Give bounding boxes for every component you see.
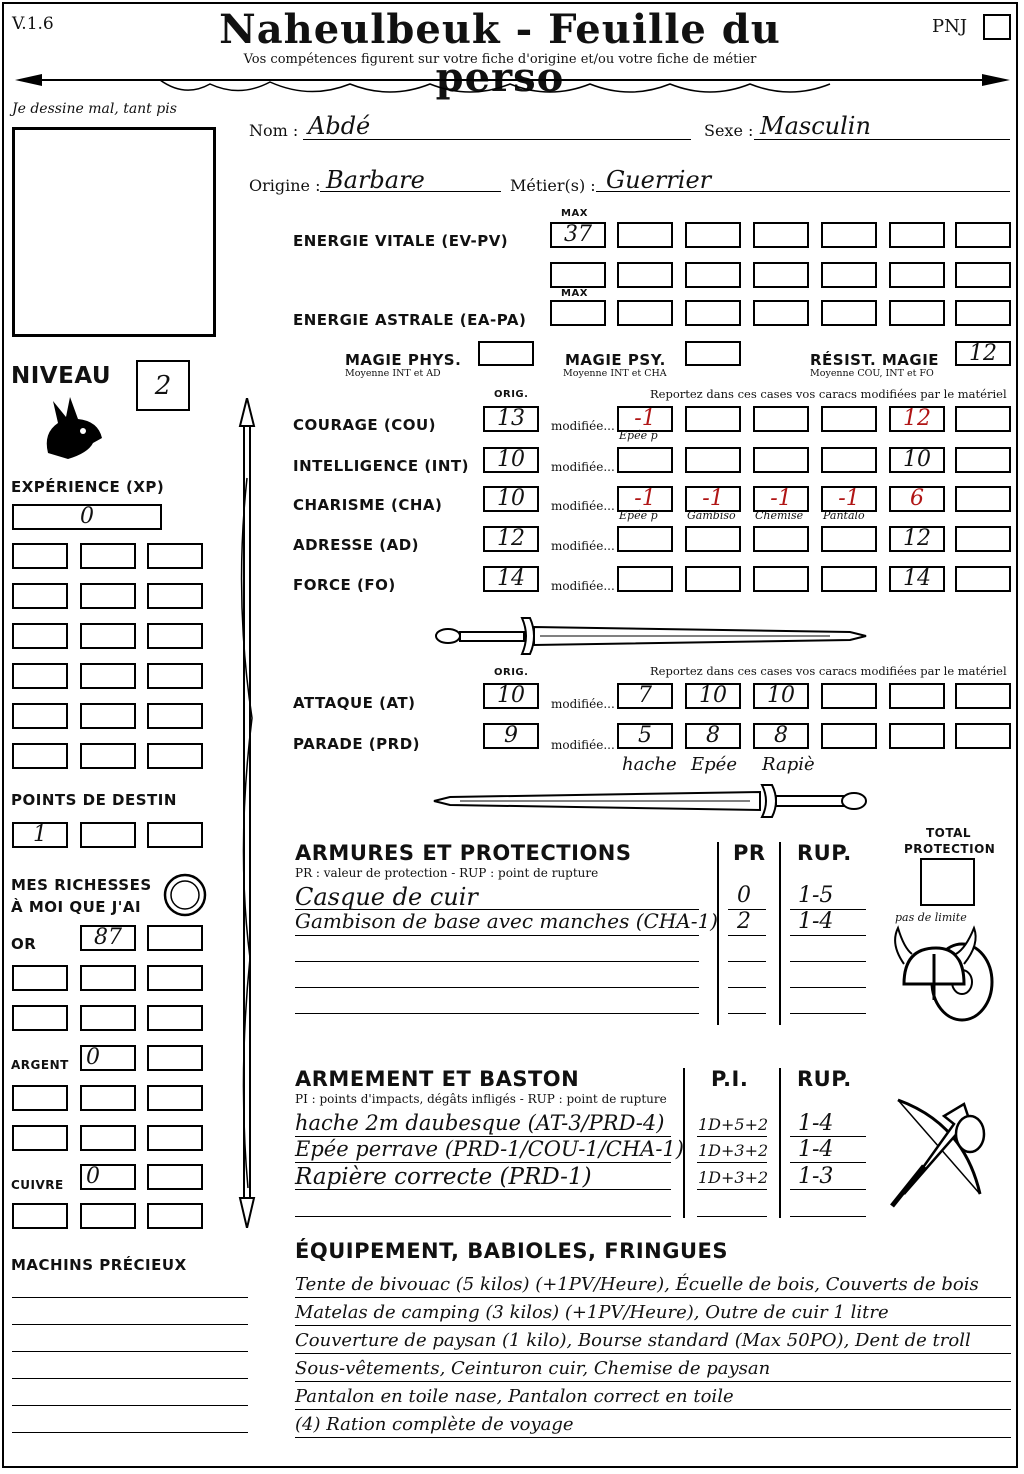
equipment-line bbox=[295, 1409, 1011, 1410]
magie-phys-note: Moyenne INT et AD bbox=[345, 368, 441, 379]
ev-track-box[interactable] bbox=[753, 222, 809, 248]
resist-magie-field[interactable]: 12 bbox=[955, 341, 1011, 366]
magie-phys-label: MAGIE PHYS. bbox=[345, 351, 462, 369]
sexe-label: Sexe : bbox=[704, 121, 754, 140]
weapon-name-1: hache bbox=[622, 754, 677, 775]
weapons-rup-header: RUP. bbox=[797, 1067, 852, 1091]
or-box[interactable] bbox=[80, 1005, 136, 1031]
armor-line bbox=[295, 1013, 699, 1014]
magie-psy-label: MAGIE PSY. bbox=[565, 351, 666, 369]
ea-track-box[interactable] bbox=[685, 300, 741, 326]
niveau-label: NIVEAU bbox=[11, 363, 112, 389]
viking-helmet-shield-icon bbox=[890, 924, 1000, 1024]
stat-mod-box[interactable]: -1 bbox=[617, 406, 673, 432]
argent-box[interactable] bbox=[80, 1125, 136, 1151]
destin-box[interactable] bbox=[147, 822, 203, 848]
argent-box[interactable] bbox=[147, 1125, 203, 1151]
spear-icon bbox=[232, 398, 262, 1228]
armor-rup-line bbox=[790, 935, 866, 936]
at-weapon-box[interactable] bbox=[821, 683, 877, 709]
armor-pr-line bbox=[728, 987, 766, 988]
stat-mod-box[interactable] bbox=[821, 566, 877, 592]
stat-label: FORCE (FO) bbox=[293, 576, 396, 594]
equipment-line bbox=[295, 1297, 1011, 1298]
nom-label: Nom : bbox=[249, 121, 299, 140]
weapon-pi-line bbox=[697, 1162, 767, 1163]
stat-mod-box[interactable] bbox=[753, 566, 809, 592]
xp-box[interactable] bbox=[12, 543, 68, 569]
xp-box[interactable] bbox=[12, 703, 68, 729]
equipment-line bbox=[295, 1353, 1011, 1354]
equipment-title: ÉQUIPEMENT, BABIOLES, FRINGUES bbox=[295, 1239, 728, 1263]
stat-mod-box[interactable] bbox=[617, 566, 673, 592]
stat-mod-box[interactable]: -1 bbox=[753, 486, 809, 512]
xp-box[interactable] bbox=[147, 703, 203, 729]
resist-magie-label: RÉSIST. MAGIE bbox=[810, 351, 940, 369]
prd-label: PARADE (PRD) bbox=[293, 735, 421, 753]
armor-item-pr[interactable]: 2 bbox=[737, 909, 751, 934]
xp-box[interactable] bbox=[12, 623, 68, 649]
at-weapon-1[interactable]: 7 bbox=[617, 683, 673, 709]
ev-track-box[interactable] bbox=[955, 222, 1011, 248]
stat-mod-box[interactable] bbox=[617, 447, 673, 473]
combat-report-note: Reportez dans ces cases vos caracs modifiées par le matériel bbox=[650, 664, 1007, 678]
argent-field[interactable]: 0 bbox=[80, 1045, 136, 1071]
pnj-label: PNJ bbox=[932, 16, 968, 37]
sword-icon bbox=[430, 614, 870, 658]
armor-title: ARMURES ET PROTECTIONS bbox=[295, 841, 632, 865]
ev-max-field[interactable]: 37 bbox=[550, 222, 606, 248]
or-box[interactable] bbox=[147, 925, 203, 951]
argent-box[interactable] bbox=[12, 1125, 68, 1151]
stat-mod-box[interactable]: 12 bbox=[889, 406, 945, 432]
weapon-item-name[interactable]: hache 2m daubesque (AT-3/PRD-4) bbox=[295, 1111, 665, 1135]
nom-value[interactable]: Abdé bbox=[308, 112, 371, 140]
ev-label: ENERGIE VITALE (EV-PV) bbox=[293, 232, 509, 250]
stat-mod-box[interactable] bbox=[821, 406, 877, 432]
weapon-item-rup[interactable]: 1-4 bbox=[798, 1111, 834, 1136]
weapons-note: PI : points d'impacts, dégâts infligés - RUP : point de rupture bbox=[295, 1092, 667, 1106]
stat-mod-box[interactable] bbox=[753, 447, 809, 473]
equipment-line bbox=[295, 1325, 1011, 1326]
or-box[interactable] bbox=[80, 965, 136, 991]
sword-icon bbox=[430, 779, 870, 823]
destin-box[interactable] bbox=[80, 822, 136, 848]
ev-max-label: MAX bbox=[561, 208, 588, 219]
armor-item-name[interactable]: Gambison de base avec manches (CHA-1) bbox=[295, 909, 718, 933]
weapon-item-pi[interactable]: 1D+3+2 bbox=[698, 1141, 769, 1160]
dragon-head-icon bbox=[38, 393, 108, 465]
stat-mod-box[interactable] bbox=[955, 447, 1011, 473]
equipment-line-text[interactable]: (4) Ration complète de voyage bbox=[295, 1414, 574, 1435]
ev-track-box[interactable] bbox=[617, 222, 673, 248]
stat-mod-box[interactable] bbox=[617, 526, 673, 552]
armor-pr-line bbox=[728, 1013, 766, 1014]
stat-mod-box[interactable]: -1 bbox=[617, 486, 673, 512]
prd-modifiee-label: modifiée... bbox=[551, 738, 615, 752]
stat-mod-box[interactable]: -1 bbox=[685, 486, 741, 512]
armor-pr-line bbox=[728, 961, 766, 962]
stat-mod-box[interactable] bbox=[685, 406, 741, 432]
xp-box[interactable] bbox=[12, 663, 68, 689]
xp-box[interactable] bbox=[147, 583, 203, 609]
magie-psy-field[interactable] bbox=[685, 341, 741, 366]
prd-weapon-box[interactable] bbox=[889, 723, 945, 749]
ev-track-box[interactable] bbox=[550, 262, 606, 288]
ev-track-box[interactable] bbox=[685, 262, 741, 288]
cuivre-field[interactable]: 0 bbox=[80, 1164, 136, 1190]
ev-track-box[interactable] bbox=[821, 262, 877, 288]
or-box[interactable] bbox=[12, 1005, 68, 1031]
pnj-checkbox[interactable] bbox=[983, 14, 1011, 40]
or-label: OR bbox=[11, 935, 37, 953]
armor-line bbox=[295, 987, 699, 988]
armor-rup-header: RUP. bbox=[797, 841, 852, 865]
weapon-item-name[interactable]: Epée perrave (PRD-1/COU-1/CHA-1) bbox=[295, 1137, 684, 1161]
cuivre-box[interactable] bbox=[80, 1203, 136, 1229]
equipment-line bbox=[295, 1437, 1011, 1438]
magie-phys-field[interactable] bbox=[478, 341, 534, 366]
stat-orig-field[interactable]: 13 bbox=[483, 406, 539, 432]
weapon-line bbox=[295, 1162, 671, 1163]
armor-item-rup[interactable]: 1-5 bbox=[798, 883, 834, 908]
destin-field[interactable]: 1 bbox=[12, 822, 68, 848]
weapon-item-rup[interactable]: 1-4 bbox=[798, 1137, 834, 1162]
stat-mod-box[interactable] bbox=[685, 447, 741, 473]
combat-orig-label: ORIG. bbox=[494, 667, 529, 678]
total-protection-label-1: TOTAL bbox=[926, 826, 972, 840]
ea-track-box[interactable] bbox=[753, 300, 809, 326]
stat-mod-box[interactable]: 6 bbox=[889, 486, 945, 512]
weapon-rup-line bbox=[790, 1216, 866, 1217]
metier-label: Métier(s) : bbox=[510, 176, 596, 195]
xp-box[interactable] bbox=[80, 703, 136, 729]
stat-orig-field[interactable]: 14 bbox=[483, 566, 539, 592]
armor-rup-line bbox=[790, 961, 866, 962]
stat-mod-box[interactable] bbox=[955, 526, 1011, 552]
ev-track-box[interactable] bbox=[685, 222, 741, 248]
xp-box[interactable] bbox=[80, 543, 136, 569]
total-protection-label-2: PROTECTION bbox=[904, 842, 996, 856]
weapon-item-name[interactable]: Rapière correcte (PRD-1) bbox=[295, 1164, 592, 1190]
at-weapon-box[interactable] bbox=[889, 683, 945, 709]
page-subtitle: Vos compétences figurent sur votre fiche d'origine et/ou votre fiche de métier bbox=[243, 52, 757, 67]
ea-max-label: MAX bbox=[561, 288, 588, 299]
stat-mod-box[interactable] bbox=[821, 447, 877, 473]
argent-box[interactable] bbox=[12, 1085, 68, 1111]
equipment-line-text[interactable]: Sous-vêtements, Ceinturon cuir, Chemise de paysan bbox=[295, 1358, 771, 1379]
weapon-name-2: Epée bbox=[691, 754, 737, 775]
stat-mod-box[interactable] bbox=[955, 486, 1011, 512]
armor-rup-line bbox=[790, 1013, 866, 1014]
ev-track-box[interactable] bbox=[889, 222, 945, 248]
stat-label: ADRESSE (AD) bbox=[293, 536, 420, 554]
stat-modifiee-label: modifiée... bbox=[551, 579, 615, 593]
weapon-pi-line bbox=[697, 1216, 767, 1217]
niveau-field[interactable]: 2 bbox=[136, 360, 190, 411]
version-label: V.1.6 bbox=[12, 14, 54, 34]
weapons-title: ARMEMENT ET BASTON bbox=[295, 1067, 580, 1091]
equipment-line-text[interactable]: Tente de bivouac (5 kilos) (+1PV/Heure), Écuelle de bois, Couverts de bois bbox=[295, 1274, 979, 1295]
stat-mod-box[interactable] bbox=[753, 406, 809, 432]
equipment-line-text[interactable]: Pantalon en toile nase, Pantalon correct en toile bbox=[295, 1386, 734, 1407]
stat-mod-box[interactable]: 10 bbox=[889, 447, 945, 473]
stat-mod-box[interactable] bbox=[685, 566, 741, 592]
prd-weapon-box[interactable] bbox=[821, 723, 877, 749]
stat-mod-box[interactable] bbox=[685, 526, 741, 552]
crossed-weapons-icon bbox=[884, 1094, 994, 1214]
or-box[interactable] bbox=[147, 1005, 203, 1031]
armor-rup-line bbox=[790, 987, 866, 988]
xp-box[interactable] bbox=[12, 743, 68, 769]
portrait-box[interactable] bbox=[12, 127, 216, 337]
cuivre-box[interactable] bbox=[147, 1203, 203, 1229]
ev-track-box[interactable] bbox=[753, 262, 809, 288]
stat-modifiee-label: modifiée... bbox=[551, 419, 615, 433]
xp-box[interactable] bbox=[80, 663, 136, 689]
weapon-rup-line bbox=[790, 1189, 866, 1190]
stat-mod-box[interactable]: -1 bbox=[821, 486, 877, 512]
stat-mod-box[interactable] bbox=[753, 526, 809, 552]
richesses-label-2: À MOI QUE J'AI bbox=[11, 898, 142, 916]
sexe-value[interactable]: Masculin bbox=[760, 112, 871, 140]
resist-magie-note: Moyenne COU, INT et FO bbox=[810, 368, 934, 379]
argent-box[interactable] bbox=[80, 1085, 136, 1111]
metier-value[interactable]: Guerrier bbox=[606, 166, 712, 194]
stat-mod-box[interactable] bbox=[955, 566, 1011, 592]
stats-orig-label: ORIG. bbox=[494, 389, 529, 400]
equipment-line-text[interactable]: Couverture de paysan (1 kilo), Bourse standard (Max 50PO), Dent de troll bbox=[295, 1330, 971, 1351]
weapon-item-pi[interactable]: 1D+3+2 bbox=[698, 1168, 769, 1187]
weapon-name-3: Rapiè bbox=[762, 754, 815, 775]
xp-box[interactable] bbox=[147, 663, 203, 689]
ea-track-box[interactable] bbox=[955, 300, 1011, 326]
or-field[interactable]: 87 bbox=[80, 925, 136, 951]
at-orig-field[interactable]: 10 bbox=[483, 683, 539, 709]
equipment-line-text[interactable]: Matelas de camping (3 kilos) (+1PV/Heure), Outre de cuir 1 litre bbox=[295, 1302, 889, 1323]
page-title: Naheulbeuk - Feuille du perso bbox=[219, 6, 781, 101]
prd-orig-field[interactable]: 9 bbox=[483, 723, 539, 749]
weapon-item-pi[interactable]: 1D+5+2 bbox=[698, 1115, 769, 1134]
armor-pr-header: PR bbox=[733, 841, 766, 865]
argent-label: ARGENT bbox=[11, 1058, 69, 1072]
weapon-item-rup[interactable]: 1-3 bbox=[798, 1164, 834, 1189]
richesses-label-1: MES RICHESSES bbox=[11, 876, 152, 894]
ea-max-field[interactable] bbox=[550, 300, 606, 326]
xp-box[interactable] bbox=[80, 583, 136, 609]
or-box[interactable] bbox=[147, 965, 203, 991]
prd-weapon-3[interactable]: 8 bbox=[753, 723, 809, 749]
weapon-pi-line bbox=[697, 1136, 767, 1137]
argent-box[interactable] bbox=[147, 1045, 203, 1071]
total-protection-field[interactable] bbox=[920, 858, 975, 906]
argent-box[interactable] bbox=[147, 1085, 203, 1111]
xp-box[interactable] bbox=[147, 543, 203, 569]
xp-box[interactable] bbox=[147, 623, 203, 649]
ea-label: ENERGIE ASTRALE (EA-PA) bbox=[293, 311, 527, 329]
cuivre-box[interactable] bbox=[147, 1164, 203, 1190]
stat-mod-box[interactable] bbox=[955, 406, 1011, 432]
xp-field[interactable]: 0 bbox=[12, 504, 162, 530]
stat-modifiee-label: modifiée... bbox=[551, 499, 615, 513]
stat-mod-note: Pantalo bbox=[823, 509, 865, 522]
ev-track-box[interactable] bbox=[955, 262, 1011, 288]
armor-pr-line bbox=[728, 935, 766, 936]
spear-divider-icon bbox=[10, 66, 1014, 106]
weapon-pi-line bbox=[697, 1189, 767, 1190]
at-weapon-3[interactable]: 10 bbox=[753, 683, 809, 709]
stat-label: CHARISME (CHA) bbox=[293, 496, 443, 514]
weapon-rup-line bbox=[790, 1162, 866, 1163]
ev-track-box[interactable] bbox=[889, 262, 945, 288]
cuivre-box[interactable] bbox=[12, 1203, 68, 1229]
or-box[interactable] bbox=[12, 965, 68, 991]
ea-track-box[interactable] bbox=[889, 300, 945, 326]
weapons-pi-header: P.I. bbox=[711, 1067, 749, 1091]
prd-weapon-2[interactable]: 8 bbox=[685, 723, 741, 749]
armor-item-name[interactable]: Casque de cuir bbox=[295, 883, 478, 911]
stat-orig-field[interactable]: 10 bbox=[483, 486, 539, 512]
stat-modifiee-label: modifiée... bbox=[551, 539, 615, 553]
magie-psy-note: Moyenne INT et CHA bbox=[563, 368, 667, 379]
stat-orig-field[interactable]: 10 bbox=[483, 447, 539, 473]
stat-label: INTELLIGENCE (INT) bbox=[293, 457, 469, 475]
armor-line bbox=[295, 961, 699, 962]
at-modifiee-label: modifiée... bbox=[551, 697, 615, 711]
destin-label: POINTS DE DESTIN bbox=[11, 791, 177, 809]
xp-box[interactable] bbox=[80, 743, 136, 769]
at-weapon-box[interactable] bbox=[955, 683, 1011, 709]
origine-value[interactable]: Barbare bbox=[326, 166, 425, 194]
stat-mod-note: Epée p bbox=[619, 429, 658, 442]
at-label: ATTAQUE (AT) bbox=[293, 694, 416, 712]
armor-item-rup[interactable]: 1-4 bbox=[798, 909, 834, 934]
armor-line bbox=[295, 935, 699, 936]
equipment-line bbox=[295, 1381, 1011, 1382]
ev-track-box[interactable] bbox=[821, 222, 877, 248]
limit-note: pas de limite bbox=[895, 911, 967, 924]
ea-track-box[interactable] bbox=[617, 300, 673, 326]
stat-mod-box[interactable] bbox=[821, 526, 877, 552]
machins-precieux-label: MACHINS PRÉCIEUX bbox=[11, 1256, 187, 1274]
armor-item-pr[interactable]: 0 bbox=[737, 883, 751, 908]
stats-report-note: Reportez dans ces cases vos caracs modifiées par le matériel bbox=[650, 387, 1007, 401]
weapon-line bbox=[295, 1216, 671, 1217]
xp-box[interactable] bbox=[12, 583, 68, 609]
cuivre-label: CUIVRE bbox=[11, 1178, 64, 1192]
ev-track-box[interactable] bbox=[617, 262, 673, 288]
at-weapon-2[interactable]: 10 bbox=[685, 683, 741, 709]
stat-mod-note: Epée p bbox=[619, 509, 658, 522]
stat-mod-box[interactable]: 12 bbox=[889, 526, 945, 552]
stat-mod-note: Chemise bbox=[755, 509, 804, 522]
stat-mod-note: Gambiso bbox=[687, 509, 736, 522]
prd-weapon-box[interactable] bbox=[955, 723, 1011, 749]
portrait-caption: Je dessine mal, tant pis bbox=[12, 101, 177, 117]
armor-note: PR : valeur de protection - RUP : point de rupture bbox=[295, 866, 599, 880]
stat-mod-box[interactable]: 14 bbox=[889, 566, 945, 592]
ea-track-box[interactable] bbox=[821, 300, 877, 326]
xp-label: EXPÉRIENCE (XP) bbox=[11, 478, 165, 496]
origine-label: Origine : bbox=[249, 176, 321, 195]
stat-modifiee-label: modifiée... bbox=[551, 460, 615, 474]
stat-orig-field[interactable]: 12 bbox=[483, 526, 539, 552]
prd-weapon-1[interactable]: 5 bbox=[617, 723, 673, 749]
xp-box[interactable] bbox=[147, 743, 203, 769]
coin-icon bbox=[162, 872, 208, 918]
stat-label: COURAGE (COU) bbox=[293, 416, 437, 434]
xp-box[interactable] bbox=[80, 623, 136, 649]
